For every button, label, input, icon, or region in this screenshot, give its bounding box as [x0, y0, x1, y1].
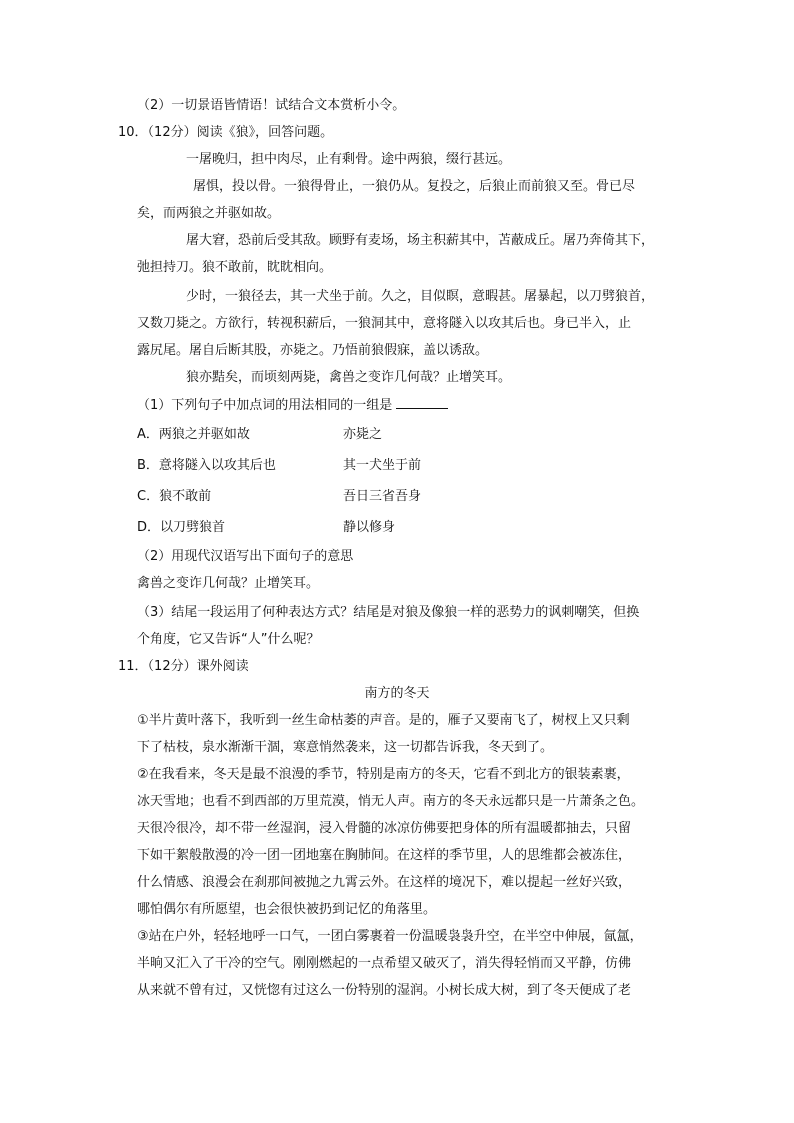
q11-text-line: 下了枯枝，泉水渐渐干涸，寒意悄然袭来，这一切都告诉我，冬天到了。 [137, 740, 554, 755]
q10-option-c-pair: 吾日三省吾身 [343, 489, 422, 504]
q10-sub3: （3）结尾一段运用了何种表达方式？结尾是对狼及像狼一样的恶势力的讽刺嘲笑，但换 [137, 605, 640, 620]
q11-article-title: 南方的冬天 [364, 686, 430, 701]
q11-text-line: 哪怕偶尔有所愿望，也会很快被扔到记忆的角落里。 [137, 902, 437, 917]
q10-sub3-cont: 个角度，它又告诉“人”什么呢？ [137, 632, 320, 647]
q11-text-line: 冰天雪地；也看不到西部的万里荒漠，悄无人声。南方的冬天永远都只是一片萧条之色。 [137, 794, 645, 809]
q11-text-line: 从来就不曾有过，又恍惚有过这么一份特别的湿润。小树长成大树，到了冬天便成了老 [137, 983, 632, 998]
q10-sub2-text: 禽兽之变诈几何哉？止增笑耳。 [137, 576, 320, 591]
q10-text-line: 矣，而两狼之并驱如故。 [137, 206, 281, 221]
q11-header: 11．（12分）课外阅读 [118, 659, 249, 674]
q11-text-line: 半晌又汇入了干冷的空气。刚刚燃起的一点希望又破灭了，消失得轻悄而又平静，仿佛 [137, 956, 632, 971]
q10-option-a: A．两狼之并驱如故 [137, 427, 250, 442]
q11-text-line: 下如干絮般散漫的冷一团一团地塞在胸肺间。在这样的季节里，人的思维都会被冻住， [137, 848, 632, 863]
q10-option-d: D．以刀劈狼首 [137, 520, 226, 535]
q10-option-c: C．狼不敢前 [137, 489, 212, 504]
answer-blank[interactable] [396, 396, 448, 409]
q10-option-a-pair: 亦毙之 [343, 427, 383, 442]
q11-text-line: ①半片黄叶落下，我听到一丝生命枯萎的声音。是的，雁子又要南飞了，树杈上又只剩 [137, 713, 630, 728]
q10-text-line: 屠惧，投以骨。一狼得骨止，一狼仍从。复投之，后狼止而前狼又至。骨已尽 [193, 179, 636, 194]
q10-header: 10．（12分）阅读《狼》，回答问题。 [118, 125, 334, 140]
q11-text-line: ③站在户外，轻轻地呼一口气，一团白雾裹着一份温暖袅袅升空，在半空中伸展，氤氲， [137, 929, 643, 944]
q11-text-line: ②在我看来，冬天是最不浪漫的季节，特别是南方的冬天，它看不到北方的银装素裹， [137, 767, 630, 782]
q9-sub2: （2）一切景语皆情语！试结合文本赏析小令。 [137, 98, 406, 113]
q10-sub1-text: （1）下列句子中加点词的用法相同的一组是 [137, 398, 393, 413]
q10-text-line: 一屠晚归，担中肉尽，止有剩骨。途中两狼，缀行甚远。 [186, 152, 512, 167]
q10-option-b-pair: 其一犬坐于前 [343, 458, 422, 473]
q10-text-line: 弛担持刀。狼不敢前，眈眈相向。 [137, 260, 333, 275]
q10-sub2: （2）用现代汉语写出下面句子的意思 [137, 549, 354, 564]
q11-text-line: 天很冷很冷，却不带一丝湿润，浸入骨髓的冰凉仿佛要把身体的所有温暖都抽去，只留 [137, 821, 632, 836]
q10-text-line: 狼亦黠矣，而顷刻两毙，禽兽之变诈几何哉？止增笑耳。 [186, 370, 512, 385]
q10-option-d-pair: 静以修身 [343, 520, 396, 535]
q10-text-line: 又数刀毙之。方欲行，转视积薪后，一狼洞其中，意将隧入以攻其后也。身已半入，止 [137, 316, 632, 331]
q11-text-line: 什么情感、浪漫会在刹那间被抛之九霄云外。在这样的境况下，难以提起一丝好兴致， [137, 875, 632, 890]
q10-text-line: 屠大窘，恐前后受其敌。顾野有麦场，场主积薪其中，苫蔽成丘。屠乃奔倚其下， [186, 233, 655, 248]
q10-text-line: 少时，一狼径去，其一犬坐于前。久之，目似瞑，意暇甚。屠暴起，以刀劈狼首， [186, 289, 655, 304]
q10-option-b: B．意将隧入以攻其后也 [137, 458, 276, 473]
q10-text-line: 露尻尾。屠自后断其股，亦毙之。乃悟前狼假寐，盖以诱敌。 [137, 343, 489, 358]
q10-sub1 [137, 396, 448, 415]
